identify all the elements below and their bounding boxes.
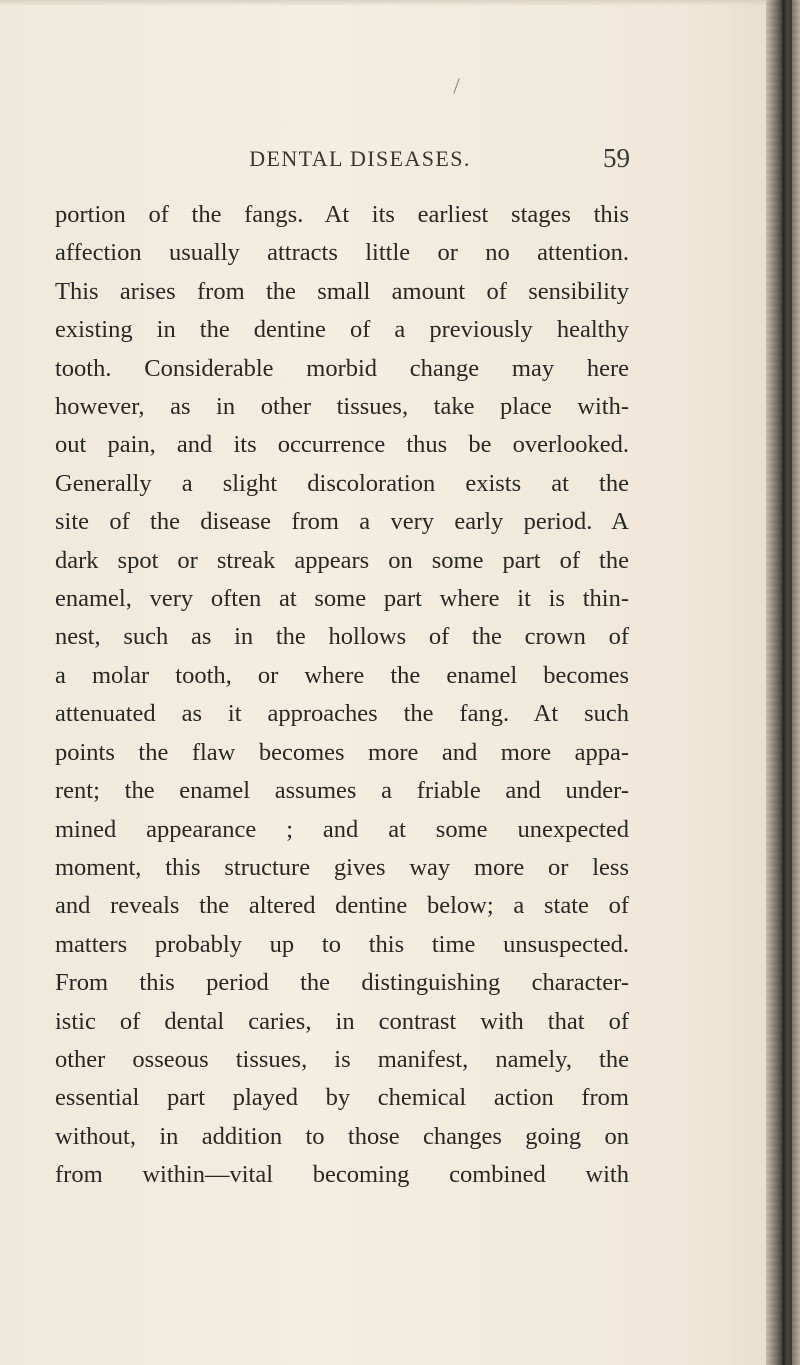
text-line: other osseous tissues, is manifest, namely, the xyxy=(55,1045,629,1073)
running-head-title: DENTAL DISEASES. xyxy=(249,146,471,171)
text-line: and reveals the altered dentine below; a state of xyxy=(55,892,629,920)
page-top-edge xyxy=(0,0,766,6)
text-line: From this period the distinguishing character- xyxy=(55,969,629,997)
text-line: matters probably up to this time unsuspected. xyxy=(55,930,629,958)
text-line: dark spot or streak appears on some part of the xyxy=(55,546,629,574)
text-line: affection usually attracts little or no attention. xyxy=(55,239,629,267)
text-line: essential part played by chemical action from xyxy=(55,1084,629,1112)
text-line: istic of dental caries, in contrast with that of xyxy=(55,1007,629,1035)
text-line: points the flaw becomes more and more appa- xyxy=(55,738,629,766)
text-line: however, as in other tissues, take place with- xyxy=(55,393,629,421)
text-line: attenuated as it approaches the fang. At such xyxy=(55,700,629,728)
text-line: This arises from the small amount of sensibility xyxy=(55,277,629,305)
text-line: out pain, and its occurrence thus be overlooked. xyxy=(55,431,629,459)
text-line: tooth. Considerable morbid change may here xyxy=(55,354,629,382)
text-line: rent; the enamel assumes a friable and under- xyxy=(55,777,629,805)
text-line: Generally a slight discoloration exists at the xyxy=(55,469,629,497)
stray-pencil-mark xyxy=(453,78,459,93)
text-line: moment, this structure gives way more or less xyxy=(55,853,629,881)
text-line: site of the disease from a very early period. A xyxy=(55,508,629,536)
text-line: from within—vital becoming combined with xyxy=(55,1161,629,1189)
page-number: 59 xyxy=(603,143,630,173)
text-line: without, in addition to those changes going on xyxy=(55,1122,629,1150)
running-head xyxy=(0,143,766,175)
binding-shadow xyxy=(782,0,792,1365)
text-line: portion of the fangs. At its earliest stages this xyxy=(55,201,629,228)
text-line: mined appearance ; and at some unexpected xyxy=(55,815,629,843)
text-line: a molar tooth, or where the enamel becomes xyxy=(55,661,629,689)
text-line: enamel, very often at some part where it is thin- xyxy=(55,585,629,613)
text-line: existing in the dentine of a previously healthy xyxy=(55,316,629,344)
text-line: nest, such as in the hollows of the crown of xyxy=(55,623,629,651)
body-text xyxy=(55,196,629,1195)
book-spine-edge xyxy=(766,0,800,1365)
